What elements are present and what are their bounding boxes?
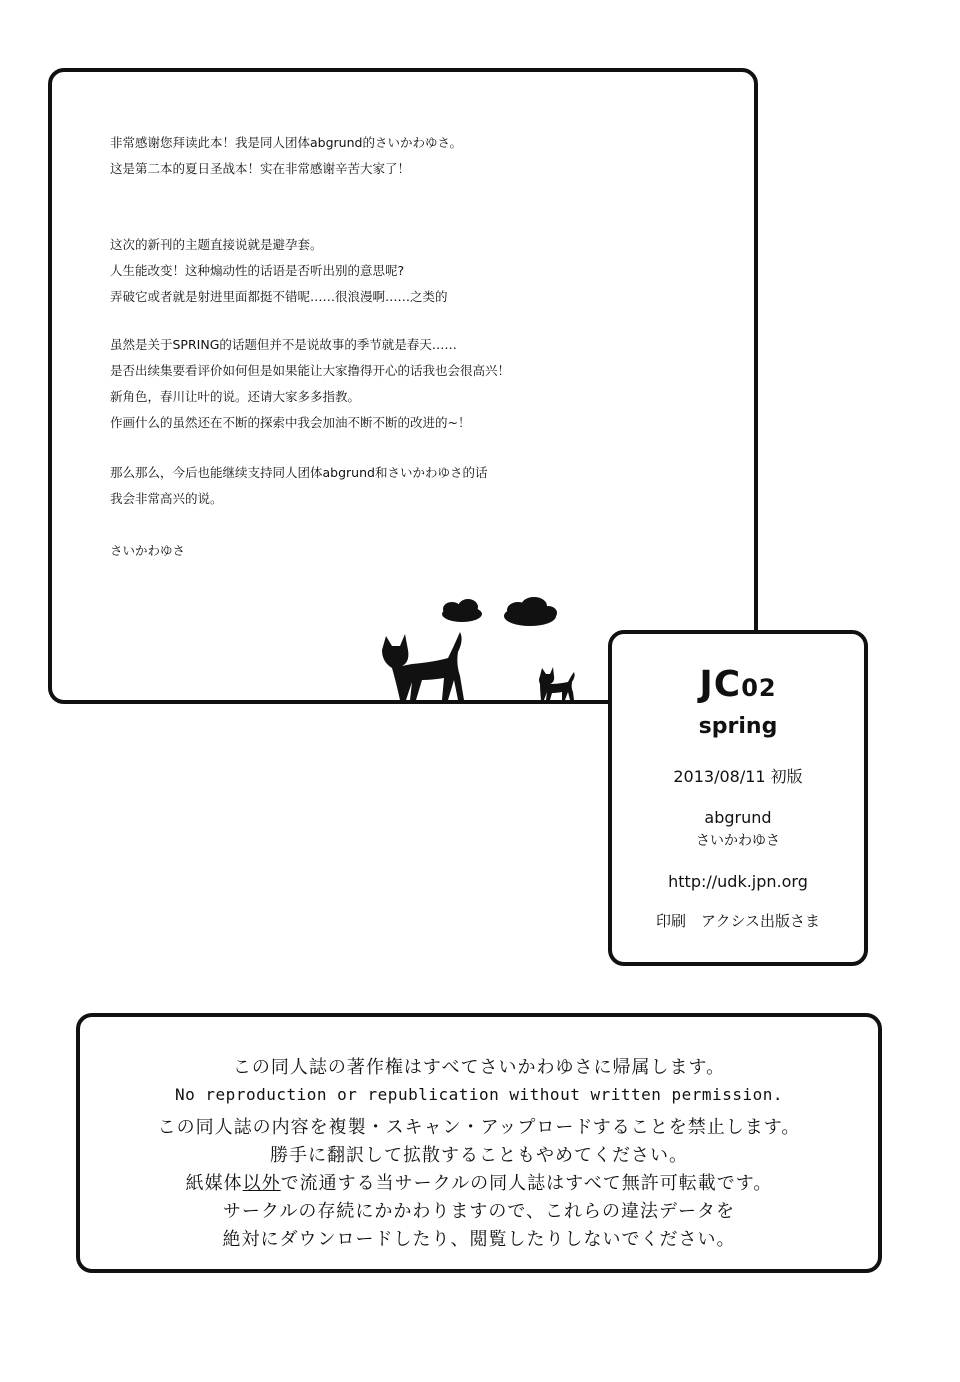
- afterword-line: 那么那么，今后也能继续支持同人团体abgrund和さいかわゆさ的话: [110, 465, 488, 480]
- signature-line: さいかわゆさ: [110, 543, 186, 558]
- afterword-line: 作画什么的虽然还在不断的探索中我会加油不断不断的改进的~！: [110, 415, 471, 430]
- afterword-line: 虽然是关于SPRING的话题但并不是说故事的季节就是春天……: [110, 337, 457, 352]
- notice-line-7: 絶対にダウンロードしたり、閲覧したりしないでください。: [222, 1229, 736, 1250]
- afterword-line: 非常感谢您拜读此本！我是同人团体abgrund的さいかわゆさ。: [110, 135, 462, 150]
- afterword-line: 这是第二本的夏日圣战本！实在非常感谢辛苦大家了！: [110, 161, 411, 176]
- afterword-line: 弄破它或者就是射进里面都挺不错呢……很浪漫啊……之类的: [110, 289, 448, 304]
- notice-line-5-a: 紙媒体: [185, 1173, 243, 1194]
- afterword-paragraph-1: [110, 130, 462, 182]
- notice-line-3: この同人誌の内容を複製・スキャン・アップロードすることを禁止します。: [157, 1117, 801, 1138]
- book-title: [612, 664, 864, 705]
- afterword-signature: [110, 538, 185, 564]
- notice-line-2: No reproduction or republication without written permission.: [175, 1085, 783, 1104]
- afterword-box: [48, 68, 758, 704]
- afterword-line: 是否出续集要看评价如何但是如果能让大家撸得开心的话我也会很高兴！: [110, 363, 511, 378]
- notice-line-5-underlined: 以外: [242, 1173, 281, 1194]
- notice-line-5: [80, 1169, 878, 1195]
- cats-and-clouds-illustration: [372, 592, 612, 704]
- colophon-box: [608, 630, 868, 966]
- afterword-line: 这次的新刊的主题直接说就是避孕套。: [110, 237, 323, 252]
- afterword-line: 我会非常高兴的说。: [110, 491, 223, 506]
- website-url: http://udk.jpn.org: [668, 872, 808, 891]
- notice-line-1: この同人誌の著作権はすべてさいかわゆさに帰属します。: [232, 1057, 726, 1078]
- afterword-paragraph-4: [110, 460, 487, 512]
- publish-date: 2013/08/11 初版: [673, 767, 803, 786]
- afterword-line: 新角色，春川让叶的说。还请大家多多指教。: [110, 389, 361, 404]
- notice-line-6: サークルの存続にかかわりますので、これらの違法データを: [222, 1201, 736, 1222]
- notice-line-5-c: で流通する当サークルの同人誌はすべて無許可転載です。: [280, 1173, 773, 1194]
- book-subtitle: spring: [698, 714, 778, 739]
- afterword-paragraph-3: [110, 332, 510, 436]
- author-name: さいかわゆさ: [696, 833, 780, 849]
- printer-credit: 印刷 アクシス出版さま: [655, 912, 821, 930]
- book-title-main: JC: [699, 664, 742, 705]
- afterword-paragraph-2: [110, 232, 448, 310]
- book-title-number: 02: [741, 674, 777, 702]
- notice-line-4: 勝手に翻訳して拡散することもやめてください。: [270, 1145, 688, 1166]
- circle-name: abgrund: [704, 808, 772, 827]
- afterword-line: 人生能改变！这种煽动性的话语是否听出别的意思呢?: [110, 263, 405, 278]
- copyright-notice-box: [76, 1013, 882, 1273]
